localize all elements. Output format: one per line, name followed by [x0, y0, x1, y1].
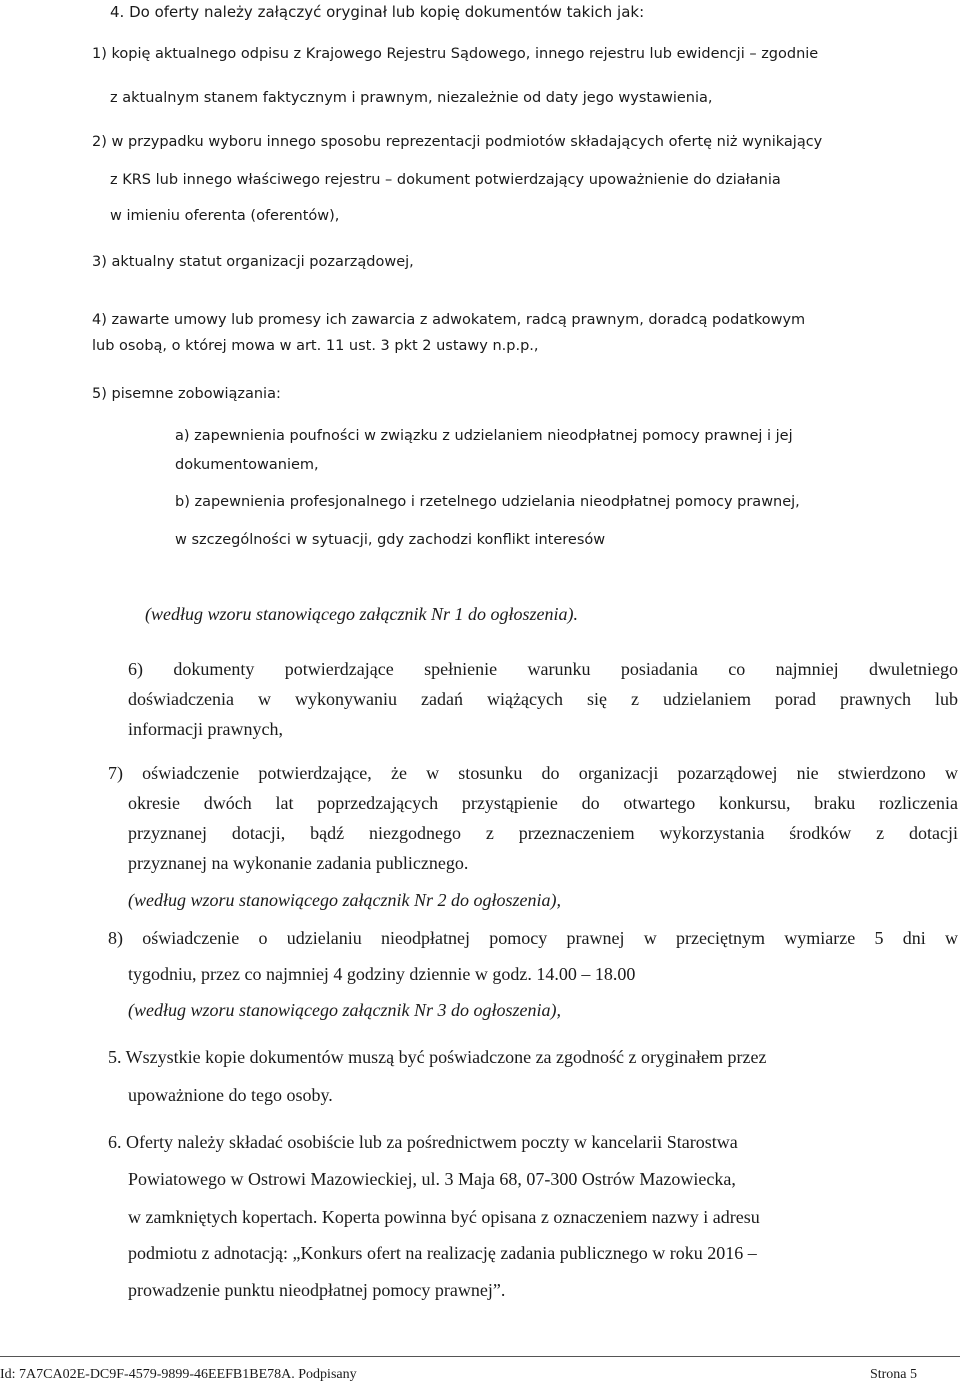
- section-5-line-1: 5. Wszystkie kopie dokumentów muszą być poświadczone za zgodność z oryginałem przez: [108, 1047, 767, 1067]
- item-5a-line-2: dokumentowaniem,: [175, 457, 319, 473]
- item-5b-line-1: b) zapewnienia profesjonalnego i rzetelnego udzielania nieodpłatnej pomocy prawnej,: [175, 494, 800, 510]
- item-7-line-4: przyznanej na wykonanie zadania publicznego.: [128, 853, 469, 873]
- section-5-line-2: upoważnione do tego osoby.: [128, 1085, 333, 1105]
- item-5a-line-1: a) zapewnienia poufności w związku z udzielaniem nieodpłatnej pomocy prawnej i jej: [175, 428, 793, 444]
- footer-document-id: Id: 7A7CA02E-DC9F-4579-9899-46EEFB1BE78A. Podpisany: [0, 1367, 357, 1382]
- item-8-line-1: 8) oświadczenie o udzielaniu nieodpłatnej pomocy prawnej w przeciętnym wymiarze 5 dni w: [108, 928, 958, 948]
- template-note-3: (według wzoru stanowiącego załącznik Nr 3 do ogłoszenia),: [128, 1000, 561, 1020]
- item-4-line-1: 4) zawarte umowy lub promesy ich zawarcia z adwokatem, radcą prawnym, doradcą podatkowym: [92, 312, 806, 328]
- section-6-line-2: Powiatowego w Ostrowi Mazowieckiej, ul. 3 Maja 68, 07-300 Ostrów Mazowiecka,: [128, 1169, 736, 1189]
- item-3: 3) aktualny statut organizacji pozarządowej,: [92, 254, 414, 270]
- item-6-line-2: doświadczenia w wykonywaniu zadań wiążących się z udzielaniem porad prawnych lub: [128, 689, 958, 709]
- item-2-line-1: 2) w przypadku wyboru innego sposobu reprezentacji podmiotów składających ofertę niż wynikający: [92, 134, 823, 150]
- section-6-line-1: 6. Oferty należy składać osobiście lub za pośrednictwem poczty w kancelarii Starostwa: [108, 1132, 738, 1152]
- section-4-heading: 4. Do oferty należy załączyć oryginał lub kopię dokumentów takich jak:: [110, 3, 645, 21]
- item-6-line-1: 6) dokumenty potwierdzające spełnienie warunku posiadania co najmniej dwuletniego: [128, 659, 958, 679]
- item-5b-line-2: w szczególności w sytuacji, gdy zachodzi konflikt interesów: [175, 532, 606, 548]
- section-6-line-3: w zamkniętych kopertach. Koperta powinna być opisana z oznaczeniem nazwy i adresu: [128, 1207, 760, 1227]
- item-2-line-3: w imieniu oferenta (oferentów),: [110, 208, 340, 224]
- item-6-line-3: informacji prawnych,: [128, 719, 283, 739]
- footer-page-number: Strona 5: [869, 1367, 917, 1382]
- item-5-heading: 5) pisemne zobowiązania:: [92, 386, 281, 402]
- item-2-line-2: z KRS lub innego właściwego rejestru – dokument potwierdzający upoważnienie do działania: [110, 172, 781, 188]
- item-8-line-2: tygodniu, przez co najmniej 4 godziny dziennie w godz. 14.00 – 18.00: [128, 964, 636, 984]
- item-7-line-1: 7) oświadczenie potwierdzające, że w stosunku do organizacji pozarządowej nie stwierdzono w: [108, 763, 958, 783]
- item-7-line-3: przyznanej dotacji, bądź niezgodnego z przeznaczeniem wykorzystania środków z dotacji: [128, 823, 958, 843]
- footer-divider: [0, 1356, 960, 1357]
- item-4-line-2: lub osobą, o której mowa w art. 11 ust. 3 pkt 2 ustawy n.p.p.,: [92, 338, 539, 354]
- section-6-line-4: podmiotu z adnotacją: „Konkurs ofert na realizację zadania publicznego w roku 2016 –: [128, 1243, 757, 1263]
- template-note-1: (według wzoru stanowiącego załącznik Nr 1 do ogłoszenia).: [145, 604, 578, 624]
- item-7-line-2: okresie dwóch lat poprzedzających przystąpienie do otwartego konkursu, braku rozliczenia: [128, 793, 958, 813]
- item-1-line-1: 1) kopię aktualnego odpisu z Krajowego Rejestru Sądowego, innego rejestru lub ewidencji – zgodnie: [92, 46, 819, 62]
- section-6-line-5: prowadzenie punktu nieodpłatnej pomocy prawnej”.: [128, 1280, 506, 1300]
- item-1-line-2: z aktualnym stanem faktycznym i prawnym, niezależnie od daty jego wystawienia,: [110, 90, 713, 106]
- template-note-2: (według wzoru stanowiącego załącznik Nr 2 do ogłoszenia),: [128, 890, 561, 910]
